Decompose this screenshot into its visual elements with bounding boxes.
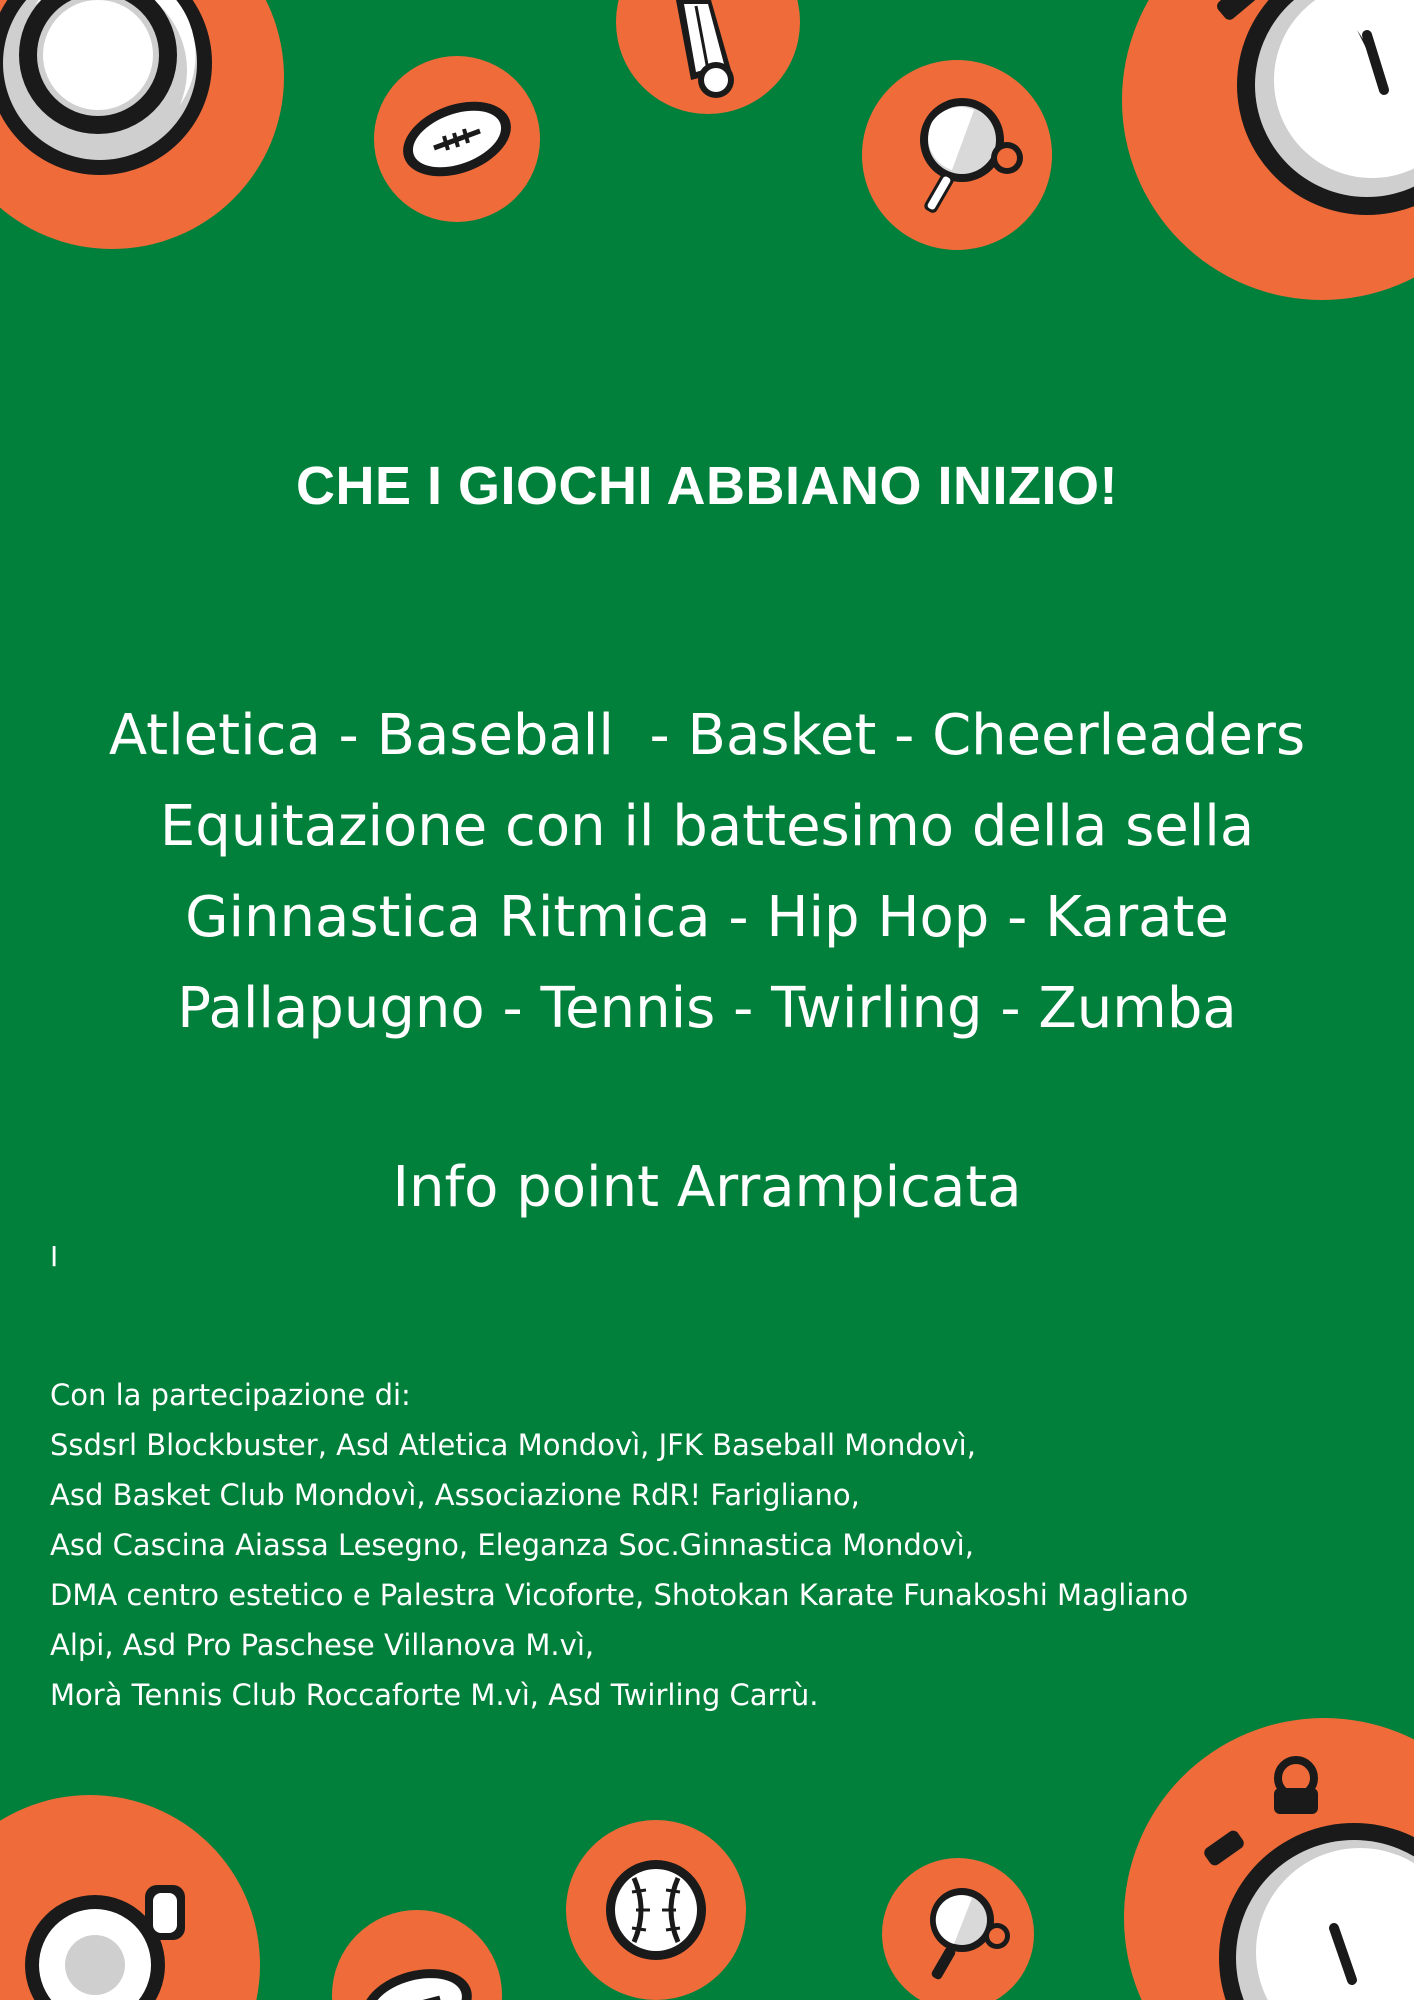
participants-line: Asd Cascina Aiassa Lesegno, Eleganza Soc.Ginnastica Mondovì,: [50, 1528, 974, 1562]
participants-block: [50, 1370, 1380, 1720]
info-point-text: Info point Arrampicata: [392, 1155, 1022, 1220]
stopwatch-icon: [1124, 1718, 1414, 2000]
tennis-ball-icon: [0, 0, 285, 250]
participants-line: Morà Tennis Club Roccaforte M.vì, Asd Twirling Carrù.: [50, 1678, 819, 1712]
sports-line: Pallapugno - Tennis - Twirling - Zumba: [177, 976, 1237, 1041]
baseball-icon: [566, 1820, 746, 2000]
participants-line: Asd Basket Club Mondovì, Associazione RdR! Farigliano,: [50, 1478, 860, 1512]
shuttlecock-icon: [616, 0, 801, 115]
sports-line: Ginnastica Ritmica - Hip Hop - Karate: [185, 885, 1229, 950]
whistle-icon: [0, 1795, 260, 2000]
text-cursor-mark: I: [50, 1240, 59, 1273]
ping-pong-paddle-icon: [862, 60, 1052, 250]
ping-pong-paddle-icon: [882, 1858, 1034, 2000]
sports-line: Equitazione con il battesimo della sella: [159, 794, 1255, 859]
participants-line: DMA centro estetico e Palestra Vicoforte, Shotokan Karate Funakoshi Magliano: [50, 1578, 1189, 1612]
sports-line: Atletica - Baseball - Basket - Cheerleaders: [108, 703, 1306, 768]
stopwatch-icon: [1122, 0, 1414, 300]
participants-line: Ssdsrl Blockbuster, Asd Atletica Mondovì, JFK Baseball Mondovì,: [50, 1428, 976, 1462]
sports-list: [0, 690, 1414, 1054]
football-icon: [332, 1910, 502, 2000]
page-title: CHE I GIOCHI ABBIANO INIZIO!: [296, 456, 1118, 516]
participants-line: Alpi, Asd Pro Paschese Villanova M.vì,: [50, 1628, 595, 1662]
football-icon: [374, 56, 540, 222]
participants-intro: Con la partecipazione di:: [50, 1378, 411, 1412]
